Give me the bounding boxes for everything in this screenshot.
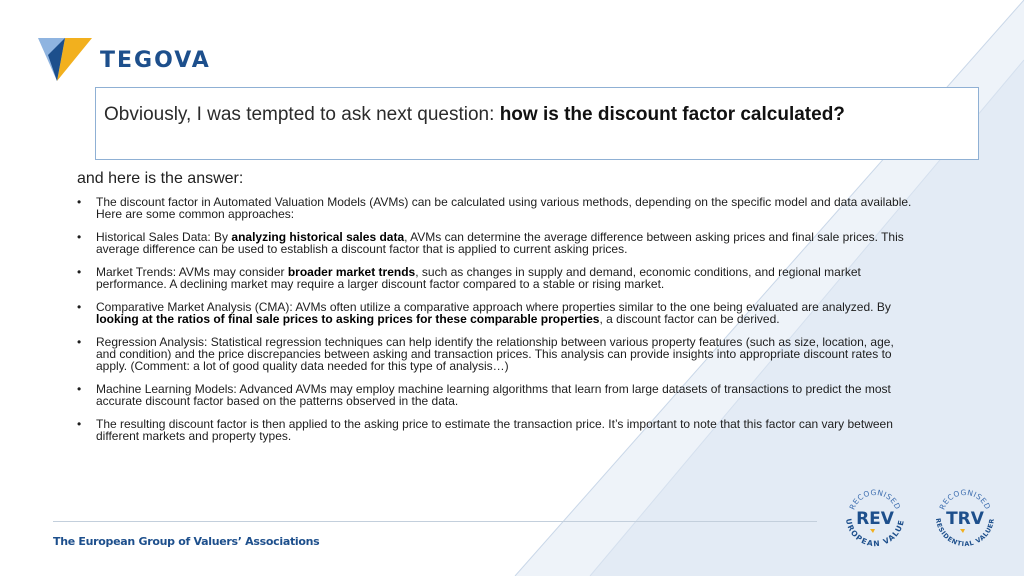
rev-seal-icon bbox=[840, 482, 910, 552]
trv-seal-icon bbox=[930, 482, 1000, 552]
bullet-text: The discount factor in Automated Valuation Models (AVMs) can be calculated using various methods, depending on the specific model and data available. Here are some common approaches: bbox=[96, 195, 912, 221]
bullet-item bbox=[77, 418, 917, 442]
footer-divider bbox=[53, 521, 817, 522]
bullet-text: Machine Learning Models: Advanced AVMs may employ machine learning algorithms that learn from large datasets of transactions to predict the most accurate discount factor based on the patterns observed in the data. bbox=[96, 382, 891, 408]
bullet-list bbox=[77, 196, 917, 453]
slide-title bbox=[104, 104, 845, 126]
bullet-dot: • bbox=[77, 195, 82, 209]
rev-top-text: RECOGNISED bbox=[847, 487, 903, 512]
trv-badge bbox=[930, 482, 1000, 552]
bullet-dot: • bbox=[77, 382, 82, 396]
bullet-dot: • bbox=[77, 230, 82, 244]
trv-code: TRV bbox=[946, 509, 984, 529]
bullet-item bbox=[77, 383, 917, 407]
svg-text:RECOGNISED bbox=[848, 488, 903, 511]
footer-organization: The European Group of Valuers’ Associations bbox=[53, 535, 320, 548]
bullet-text: , a discount factor can be derived. bbox=[599, 312, 780, 326]
bullet-text: Comparative Market Analysis (CMA): AVMs often utilize a comparative approach where properties similar to the one being evaluated are analyzed. By bbox=[96, 300, 891, 314]
rev-badge bbox=[840, 482, 910, 552]
bullet-emphasis: looking at the ratios of final sale prices to asking prices for these comparable properties bbox=[96, 312, 600, 326]
title-question: how is the discount factor calculated? bbox=[499, 104, 845, 125]
title-prefix: Obviously, I was tempted to ask next question: bbox=[104, 104, 500, 125]
intro-text: and here is the answer: bbox=[77, 170, 244, 187]
bullet-dot: • bbox=[77, 265, 82, 279]
rev-code: REV bbox=[856, 509, 894, 529]
bullet-dot: • bbox=[77, 417, 82, 431]
bullet-item bbox=[77, 266, 917, 290]
bullet-text: , AVMs can determine the average difference between asking prices and final sale prices. This average difference can be used to establish a discount factor that is applied to current asking prices. bbox=[96, 230, 904, 256]
bullet-text: Regression Analysis: Statistical regression techniques can help identify the relationship between various property features (such as size, location, age, and condition) and the price discrepancies between asking and transaction prices. This analysis can provide insights into appropriate discount rates to apply. (Comment: a lot of good quality data needed for this type of analysis…) bbox=[96, 335, 894, 373]
bullet-emphasis: analyzing historical sales data bbox=[231, 230, 405, 244]
bullet-item bbox=[77, 301, 917, 325]
bullet-dot: • bbox=[77, 300, 82, 314]
rev-bottom-text: UROPEAN VALUE bbox=[843, 517, 906, 549]
tegova-logo-mark-icon bbox=[38, 37, 92, 83]
trv-top-text: RECOGNISED bbox=[937, 487, 993, 512]
bullet-dot: • bbox=[77, 335, 82, 349]
bullet-emphasis: broader market trends bbox=[287, 265, 416, 279]
bullet-text: , such as changes in supply and demand, economic conditions, and regional market performance. A declining market may require a larger discount factor compared to a stable or rising market. bbox=[96, 265, 861, 291]
brand-name: TEGOVA bbox=[100, 47, 211, 73]
bullet-text: The resulting discount factor is then applied to the asking price to estimate the transaction price. It’s important to note that this factor can vary between different markets and property types. bbox=[96, 417, 893, 443]
trv-bottom-text: RESIDENTIAL VALUER bbox=[933, 517, 997, 549]
svg-text:RECOGNISED bbox=[938, 488, 993, 511]
tegova-logo bbox=[38, 37, 211, 83]
bullet-item bbox=[77, 196, 917, 220]
title-box bbox=[95, 87, 979, 160]
bullet-text: Historical Sales Data: By bbox=[96, 230, 232, 244]
bullet-item bbox=[77, 231, 917, 255]
bullet-text: Market Trends: AVMs may consider bbox=[96, 265, 288, 279]
bullet-item bbox=[77, 336, 917, 372]
